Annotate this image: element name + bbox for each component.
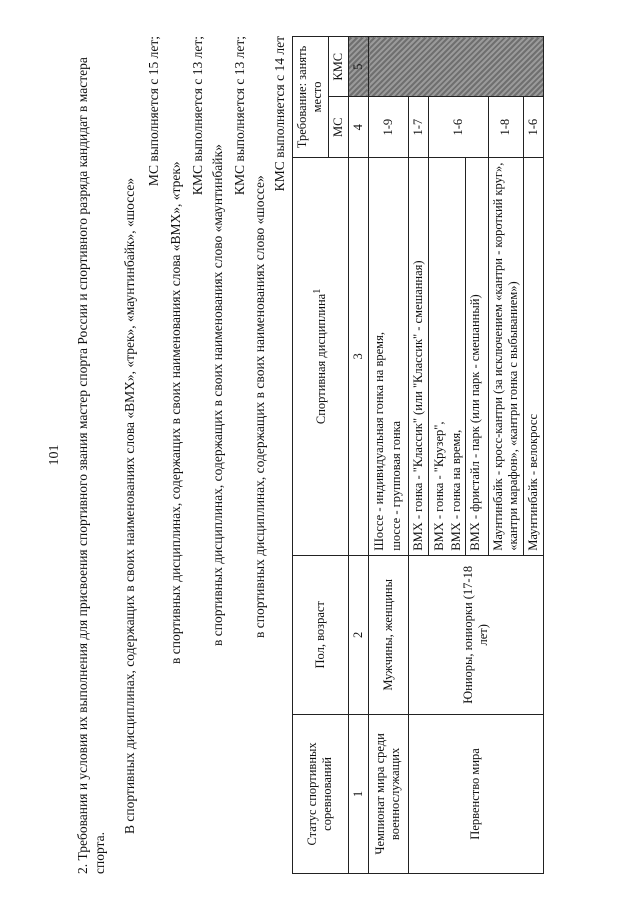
header-requirement: Требование: занять место (293, 37, 329, 158)
header-gender-age: Пол, возраст (293, 555, 349, 714)
col-number: 5 (348, 37, 368, 97)
ms-cell: 1-7 (408, 97, 428, 157)
discipline-cell (428, 157, 488, 555)
ms-cell: 1-6 (428, 97, 488, 157)
table-row (369, 37, 409, 874)
table-row (408, 37, 428, 874)
kms-shaded-cell (369, 37, 544, 97)
discipline-cell: BMX - гонка - "Классик" (или "Классик" - смешанная) (408, 157, 428, 555)
rotated-page (20, 12, 620, 892)
condition-line: МС выполняется с 15 лет; (146, 36, 162, 187)
condition-line: КМС выполняется с 14 лет (272, 36, 288, 192)
header-ms: МС (328, 97, 348, 157)
header-kms: КМС (328, 37, 348, 97)
col-number: 3 (348, 157, 368, 555)
discipline-cell (369, 157, 409, 555)
condition-line: в спортивных дисциплинах, содержащих в своих наименованиях слово «шоссе» (252, 175, 268, 638)
discipline-line: BMX - гонка на время, (449, 429, 464, 551)
discipline-line: BMX - гонка - "Крузер", (431, 421, 446, 551)
gender-age-cell: Юниоры, юниорки (17-18 лет) (408, 555, 544, 714)
col-number: 2 (348, 555, 368, 714)
page-number: 101 (47, 444, 62, 466)
header-discipline: Спортивная дисциплина$^1$ (293, 157, 349, 555)
ms-cell: 1-9 (369, 97, 409, 157)
condition-line: В спортивных дисциплинах, содержащих в своих наименованиях слова «BMX», «трек», «маунтинбайк», «шоссе» (122, 177, 138, 834)
col-number: 1 (348, 714, 368, 873)
condition-line: в спортивных дисциплинах, содержащих в своих наименованиях слова «BMX», «трек» (168, 161, 184, 664)
discipline-cell: Маунтинбайк - велокросс (524, 157, 544, 555)
header-status: Статус спортивных соревнований (293, 714, 349, 873)
condition-line: КМС выполняется с 13 лет; (232, 36, 248, 196)
discipline-line: шоссе - групповая гонка (389, 420, 404, 551)
condition-line: КМС выполняется с 13 лет; (190, 36, 206, 196)
condition-line: в спортивных дисциплинах, содержащих в своих наименованиях слово «маунтинбайк» (210, 144, 226, 646)
discipline-line: BMX - фристайл - парк (или парк - смешанный) (465, 158, 485, 555)
gender-age-cell: Мужчины, женщины (369, 555, 409, 714)
conditions-block (114, 36, 292, 874)
discipline-line: Шоссе - индивидуальная гонка на время, (372, 332, 387, 551)
col-number: 4 (348, 97, 368, 157)
section-heading: 2. Требования и условия их выполнения для присвоения спортивного звания мастер спорта России и спортивного разряда кандидат в мастера спорта. (75, 57, 107, 874)
discipline-cell: Маунтинбайк - кросс-кантри (за исключением «кантри - короткий круг», «кантри марафон», «кантри гонка с выбыванием») (488, 157, 524, 555)
ms-cell: 1-8 (488, 97, 524, 157)
status-cell: Первенство мира (408, 714, 544, 873)
footnote-mark: 1 (311, 288, 323, 294)
ms-cell: 1-6 (524, 97, 544, 157)
requirements-table (292, 36, 544, 874)
status-cell: Чемпионат мира среди военнослужащих (369, 714, 409, 873)
